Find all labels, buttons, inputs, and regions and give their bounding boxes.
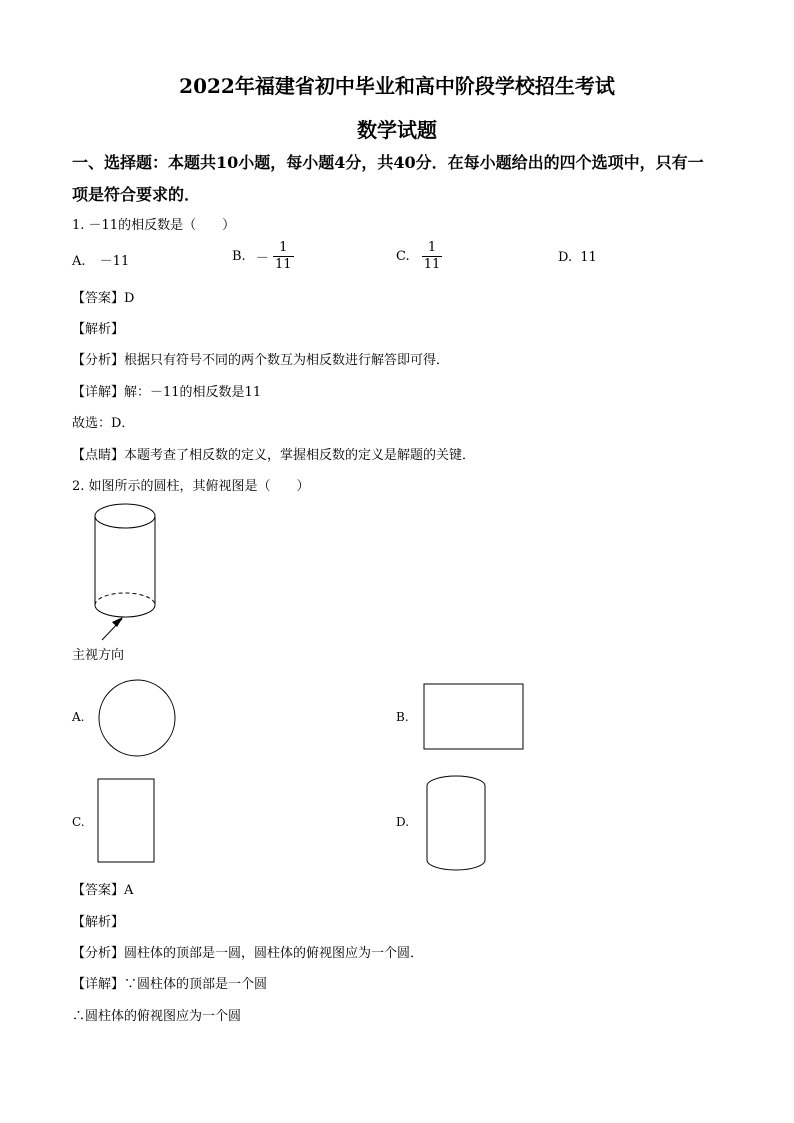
q2-option-b-label: B. <box>396 710 409 724</box>
q2-conclusion: ∴圆柱体的俯视图应为一个圆 <box>72 1009 242 1024</box>
q1-option-c-numerator: 1 <box>427 240 437 255</box>
q1-stem: 1. －11的相反数是（ ） <box>72 218 236 233</box>
q1-option-b-denominator: 11 <box>274 257 292 272</box>
q1-option-b-numerator: 1 <box>279 240 288 255</box>
q1-option-d-label: D. <box>558 250 573 265</box>
q2-stem: 2. 如图所示的圆柱，其俯视图是（ ） <box>72 479 310 494</box>
q1-detail: 【详解】解：－11的相反数是11 <box>72 385 262 400</box>
q2-option-a-label: A. <box>72 710 85 724</box>
q2-detail: 【详解】∵圆柱体的顶部是一个圆 <box>72 977 268 992</box>
q2-option-c-label: C. <box>72 815 85 829</box>
q2-analysis: 【分析】圆柱体的顶部是一圆，圆柱体的俯视图应为一个圆． <box>72 946 424 961</box>
page-subtitle: 数学试题 <box>357 118 437 142</box>
q2-option-d-label: D. <box>396 815 410 829</box>
q1-option-b-sign: － <box>255 251 269 266</box>
q1-analysis-heading: 【解析】 <box>72 322 125 337</box>
q1-option-a-value: －11 <box>99 254 130 269</box>
q1-comment: 【点睛】本题考查了相反数的定义，掌握相反数的定义是解题的关键． <box>72 448 476 463</box>
q1-option-c-denominator: 11 <box>423 257 441 272</box>
option-d-top-arc <box>427 776 485 786</box>
q2-analysis-heading: 【解析】 <box>72 915 125 930</box>
page-title: 2022年福建省初中毕业和高中阶段学校招生考试 <box>179 74 615 98</box>
q1-option-b-label: B. <box>232 249 246 264</box>
q1-choice: 故选：D． <box>72 416 135 431</box>
q2-answer: 【答案】A <box>72 883 134 898</box>
q1-answer: 【答案】D <box>72 291 135 306</box>
q1-option-d-value: 11 <box>580 250 597 265</box>
section-heading-line1: 一、选择题：本题共10小题，每小题4分，共40分．在每小题给出的四个选项中，只有一 <box>72 153 704 172</box>
q1-option-a-label: A. <box>72 254 86 269</box>
q2-figure-caption: 主视方向 <box>72 648 125 663</box>
q1-option-c-label: C. <box>396 249 410 264</box>
option-d-bottom-arc <box>427 860 485 870</box>
section-heading-line2: 项是符合要求的． <box>72 185 201 204</box>
q1-analysis: 【分析】根据只有符号不同的两个数互为相反数进行解答即可得． <box>72 353 450 368</box>
